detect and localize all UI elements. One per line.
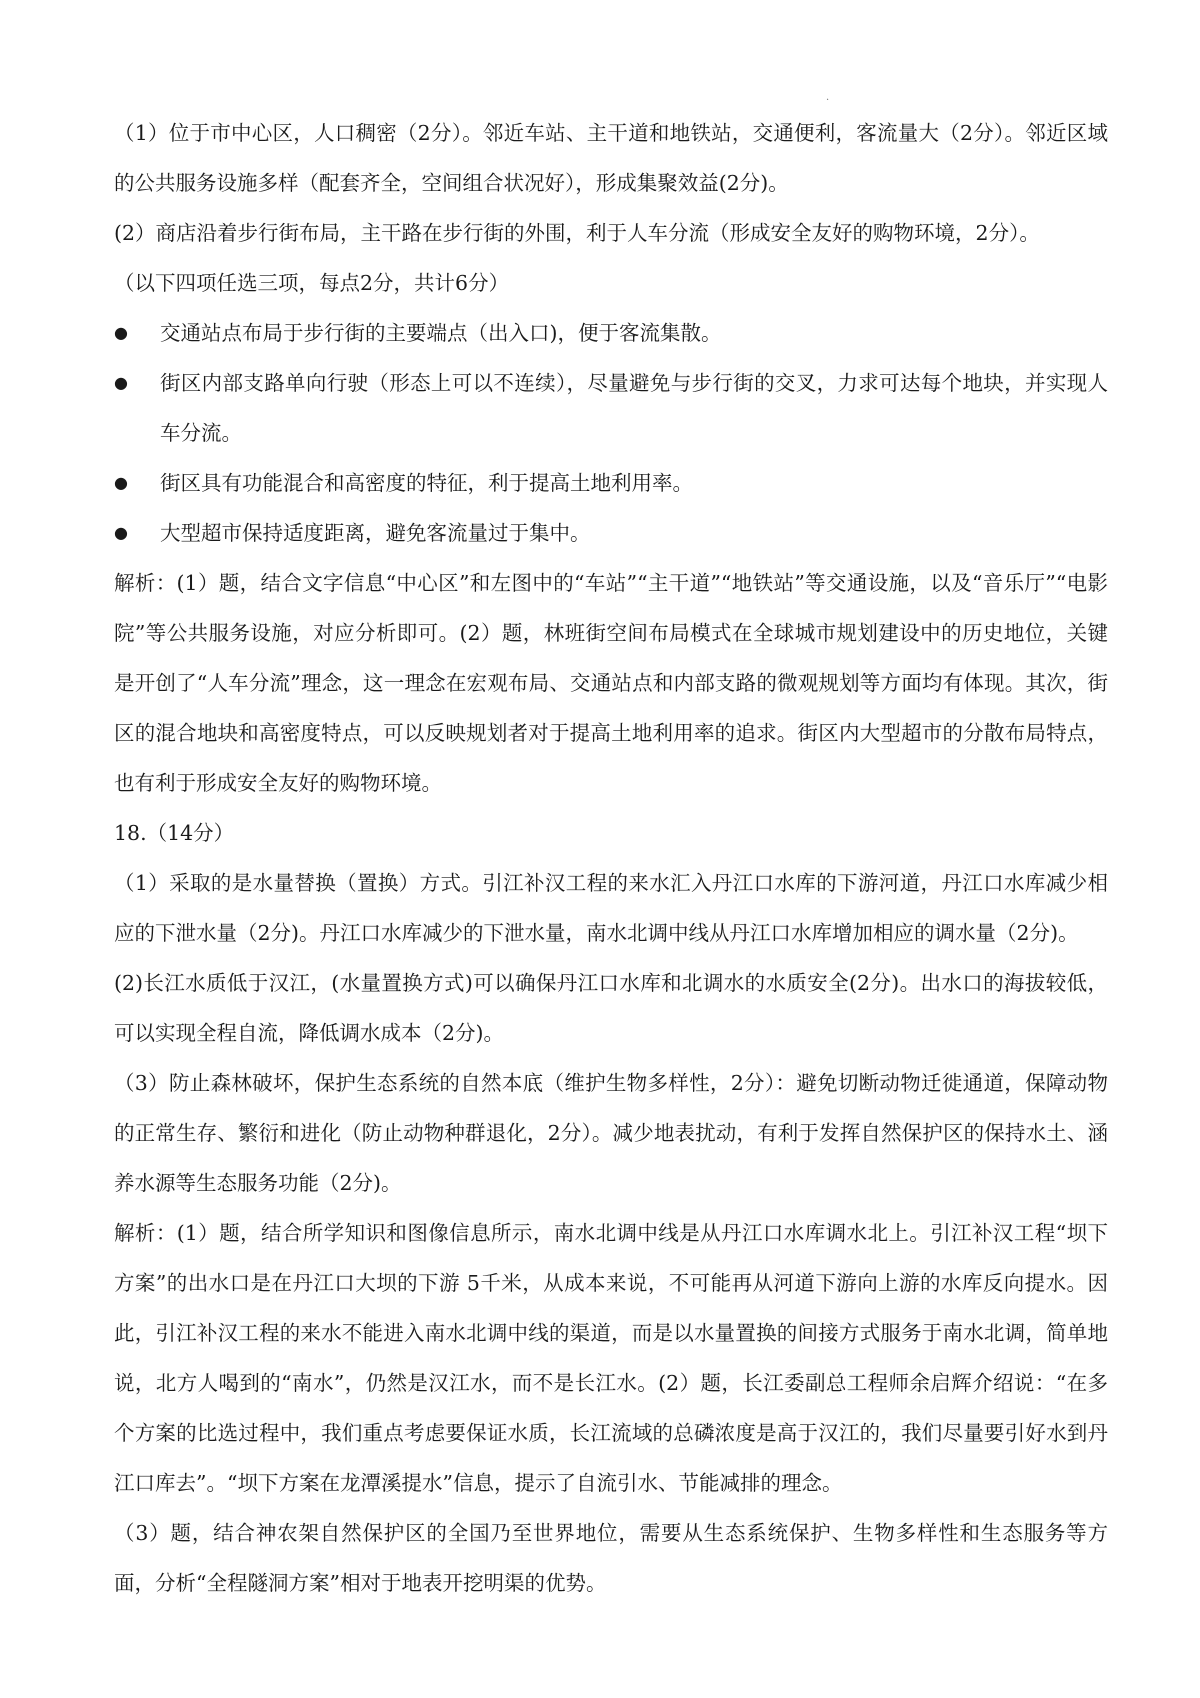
q17-bullet-item <box>114 458 1108 508</box>
q17-answer-2: (2）商店沿着步行街布局，主干路在步行街的外围，利于人车分流（形成安全友好的购物环境，2分）。 <box>114 221 1040 245</box>
bullet-text: 街区具有功能混合和高密度的特征，利于提高土地利用率。 <box>160 471 693 495</box>
bullet-text: 交通站点布局于步行街的主要端点（出入口)，便于客流集散。 <box>160 321 722 345</box>
q18-heading: 18.（14分） <box>114 821 235 845</box>
q17-analysis: 解析：(1）题，结合文字信息“中心区”和左图中的“车站”“主干道”“地铁站”等交通设施，以及“音乐厅”“电影院”等公共服务设施，对应分析即可。(2）题，林班街空间布局模式在全球城市规划建设中的历史地位，关键是开创了“人车分流”理念，这一理念在宏观布局、交通站点和内部支路的微观规划等方面均有体现。其次，街区的混合地块和高密度特点，可以反映规划者对于提高土地利用率的追求。街区内大型超市的分散布局特点，也有利于形成安全友好的购物环境。 <box>114 571 1108 795</box>
bullet-text: 大型超市保持适度距离，避免客流量过于集中。 <box>160 521 591 545</box>
q18-analysis-2: （3）题，结合神农架自然保护区的全国乃至世界地位，需要从生态系统保护、生物多样性和生态服务等方面，分析“全程隧洞方案”相对于地表开挖明渠的优势。 <box>114 1521 1108 1595</box>
q17-bullet-item <box>114 508 1108 558</box>
q17-bullet-item <box>114 358 1108 458</box>
bullet-text: 街区内部支路单向行驶（形态上可以不连续），尽量避免与步行街的交叉，力求可达每个地块，并实现人车分流。 <box>160 371 1108 445</box>
q18-analysis-1: 解析：(1）题，结合所学知识和图像信息所示，南水北调中线是从丹江口水库调水北上。引江补汉工程“坝下方案”的出水口是在丹江口大坝的下游 5千米，从成本来说，不可能再从河道下游向上游的水库反向提水。因此，引江补汉工程的来水不能进入南水北调中线的渠道，而是以水量置换的间接方式服务于南水北调，简单地说，北方人喝到的“南水”，仍然是汉江水，而不是长江水。(2）题，长江委副总工程师余启辉介绍说：“在多个方案的比选过程中，我们重点考虑要保证水质，长江流域的总磷浓度是高于汉江的，我们尽量要引好水到丹江口库去”。“坝下方案在龙潭溪提水”信息，提示了自流引水、节能减排的理念。 <box>114 1221 1108 1495</box>
q18-answer-1: （1）采取的是水量替换（置换）方式。引江补汉工程的来水汇入丹江口水库的下游河道，丹江口水库减少相应的下泄水量（2分)。丹江口水库减少的下泄水量，南水北调中线从丹江口水库增加相应的调水量（2分)。 <box>114 871 1108 945</box>
q18-answer-3: （3）防止森林破坏，保护生态系统的自然本底（维护生物多样性，2分）：避免切断动物迁徙通道，保障动物的正常生存、繁衍和进化（防止动物种群退化，2分）。减少地表扰动，有利于发挥自然保护区的保持水土、涵养水源等生态服务功能（2分)。 <box>114 1071 1108 1195</box>
bullet-dot-icon: ● <box>114 473 128 492</box>
bullet-dot-icon: ● <box>114 373 128 392</box>
q18-answer-2: (2)长江水质低于汉江，(水量置换方式)可以确保丹江口水库和北调水的水质安全(2分)。出水口的海拔较低，可以实现全程自流，降低调水成本（2分)。 <box>114 971 1108 1045</box>
bullet-dot-icon: ● <box>114 523 128 542</box>
bullet-dot-icon: ● <box>114 323 128 342</box>
header-mark: . <box>826 92 830 103</box>
q17-scoring-note: （以下四项任选三项，每点2分，共计6分） <box>114 271 510 295</box>
q17-answer-1: （1）位于市中心区，人口稠密（2分）。邻近车站、主干道和地铁站，交通便利，客流量大（2分）。邻近区域的公共服务设施多样（配套齐全，空间组合状况好），形成集聚效益(2分)。 <box>114 121 1108 195</box>
q17-bullet-item <box>114 308 1108 358</box>
